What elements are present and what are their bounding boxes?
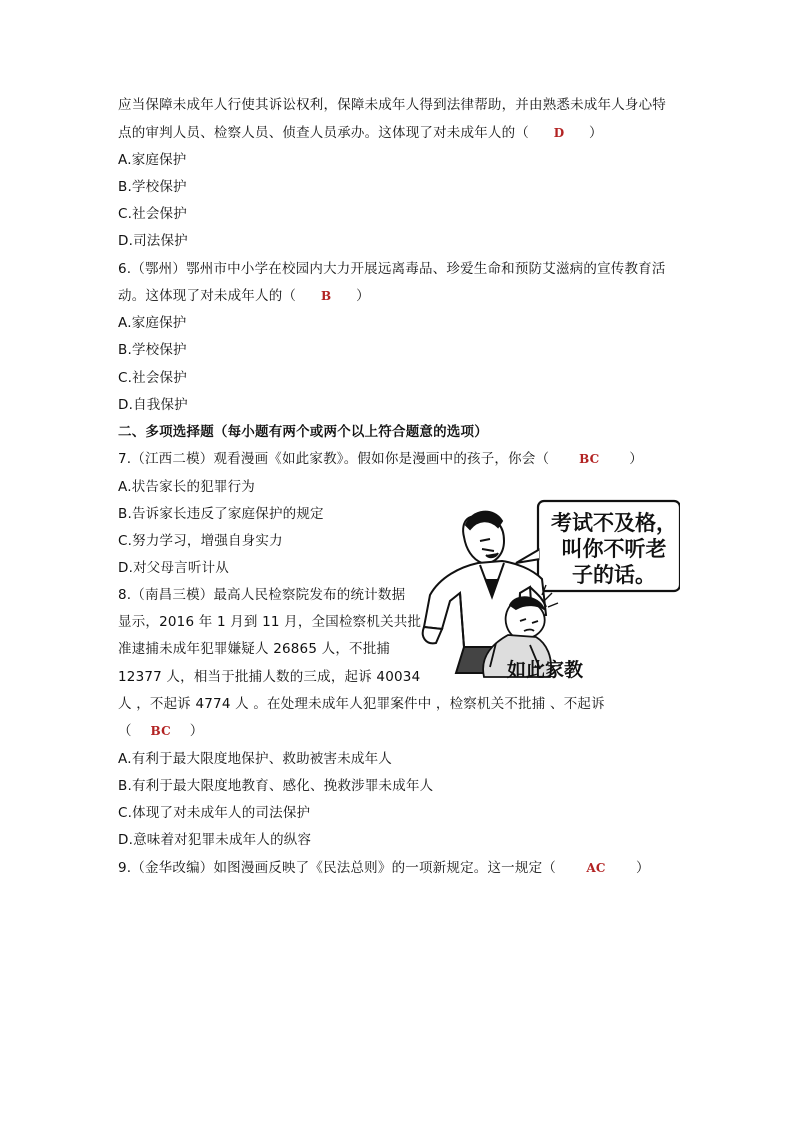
q5-option-d: D.司法保护 [118,233,188,249]
speech-bubble-tail [516,549,540,563]
q8-option-c: C.体现了对未成年人的司法保护 [118,805,311,821]
q9-stem-line-1: 9.（金华改编）如图漫画反映了《民法总则》的一项新规定。这一规定（ AC ） [118,860,650,876]
q7-option-b: B.告诉家长违反了家庭保护的规定 [118,506,324,522]
q6-option-c: C.社会保护 [118,370,187,386]
q8-option-b: B.有利于最大限度地教育、感化、挽救涉罪未成年人 [118,778,434,794]
q7-answer: BC [579,452,600,466]
q5-option-b: B.学校保护 [118,179,187,195]
q8-stem-line-5: 人 ，不起诉 4774 人 。在处理未成年人犯罪案件中 ，检察机关不批捕 、不起诉 [118,696,605,712]
q8-stem-line-1: 8.（南昌三模）最高人民检察院发布的统计数据 [118,587,406,603]
speech-bubble-line-3: 子的话。 [572,562,656,587]
q6-option-d: D.自我保护 [118,397,188,413]
speech-bubble-line-1: 考试不及格， [551,510,677,535]
q6-stem-line-2: 动。这体现了对未成年人的（ B ） [118,288,370,304]
q6-option-a: A.家庭保护 [118,315,187,331]
cartoon-caption: 如此家教 [506,659,583,681]
q5-stem-line-2: 点的审判人员、检察人员、侦查人员承办。这体现了对未成年人的（ D ） [118,125,603,141]
q7-option-a: A.状告家长的犯罪行为 [118,479,255,495]
q6-option-b: B.学校保护 [118,342,187,358]
q7-stem-line-1: 7.（江西二模）观看漫画《如此家教》。假如你是漫画中的孩子，你会（ BC ） [118,451,643,467]
q9-answer: AC [586,861,606,875]
speech-bubble-line-2: 叫你不听老 [561,536,667,561]
q8-option-d: D.意味着对犯罪未成年人的纵容 [118,832,312,848]
q5-option-a: A.家庭保护 [118,152,187,168]
q6-stem-line-1: 6.（鄂州）鄂州市中小学在校园内大力开展远离毒品、珍爱生命和预防艾滋病的宣传教育活 [118,261,666,277]
q5-answer: D [553,126,565,140]
section-2-heading: 二、多项选择题（每小题有两个或两个以上符合题意的选项） [118,424,488,440]
q7-option-d: D.对父母言听计从 [118,560,229,576]
q8-answer-line: （ BC ） [118,723,204,739]
q8-stem-line-3: 准逮捕未成年犯罪嫌疑人 26865 人，不批捕 [118,641,391,657]
q8-answer: BC [150,724,171,738]
q5-stem-line-1: 应当保障未成年人行使其诉讼权利，保障未成年人得到法律帮助，并由熟悉未成年人身心特 [118,97,666,113]
q5-option-c: C.社会保护 [118,206,187,222]
q8-stem-line-4: 12377 人，相当于批捕人数的三成，起诉 40034 [118,669,421,685]
q6-answer: B [320,289,332,303]
q7-option-c: C.努力学习，增强自身实力 [118,533,283,549]
q8-option-a: A.有利于最大限度地保护、救助被害未成年人 [118,751,392,767]
q8-stem-line-2: 显示，2016 年 1 月到 11 月，全国检察机关共批 [118,614,422,630]
